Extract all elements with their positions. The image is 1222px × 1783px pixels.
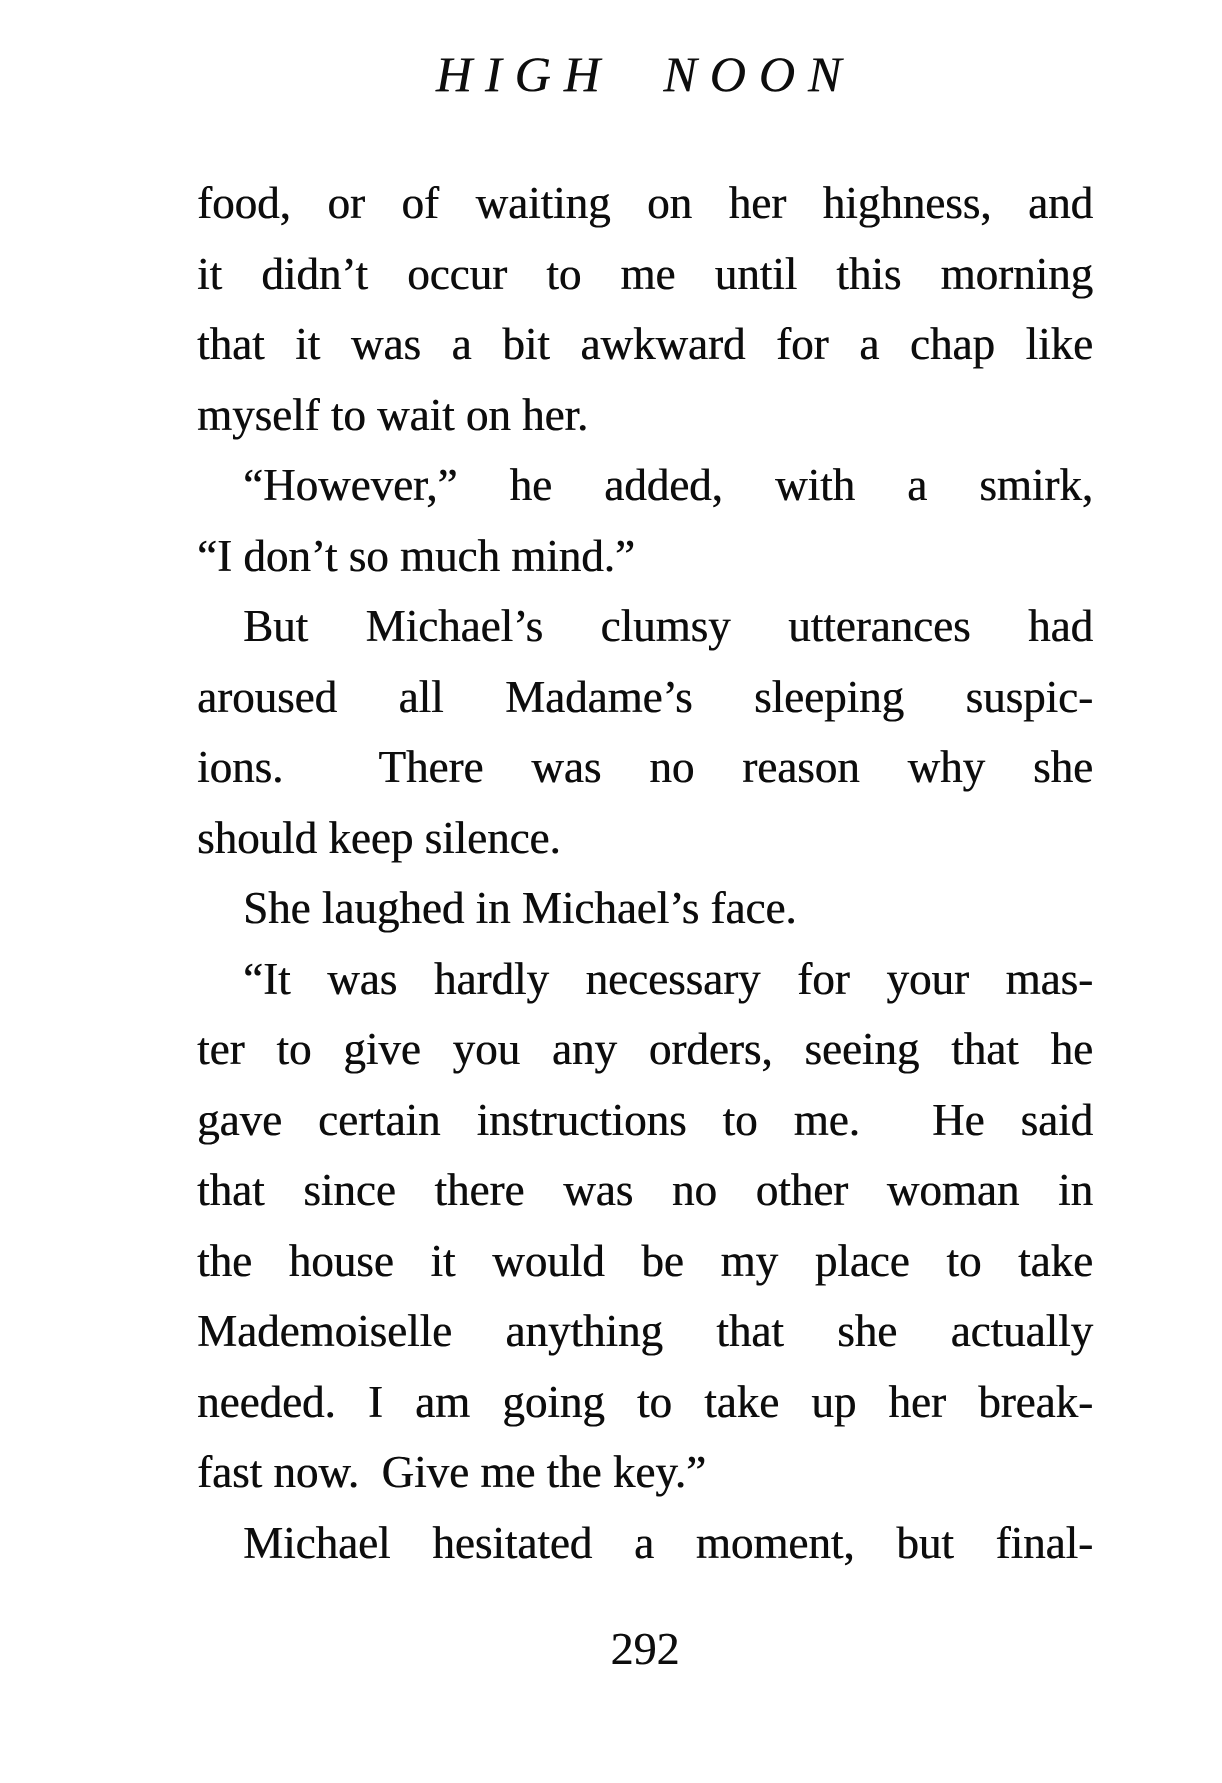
text-line: that since there was no other woman in (197, 1165, 1093, 1215)
text-line: aroused all Madame’s sleeping suspic- (197, 671, 1093, 722)
text-line: ions. There was no reason why she (197, 742, 1093, 792)
text-line: that it was a bit awkward for a chap like (197, 319, 1093, 369)
text-line: “It was hardly necessary for your mas- (243, 953, 1093, 1004)
text-line: Michael hesitated a moment, but final- (243, 1517, 1093, 1568)
page-number: 292 (610, 1623, 680, 1674)
running-header-title: HIGH NOON (435, 46, 855, 102)
text-line: gave certain instructions to me. He said (197, 1094, 1093, 1145)
text-line: But Michael’s clumsy utterances had (243, 601, 1093, 651)
text-line: Mademoiselle anything that she actually (197, 1306, 1093, 1356)
text-line: needed. I am going to take up her break- (197, 1376, 1093, 1427)
text-line: ter to give you any orders, seeing that he (197, 1024, 1093, 1074)
text-line: should keep silence. (197, 812, 561, 863)
text-line: “I don’t so much mind.” (197, 530, 635, 581)
page-body (197, 168, 1093, 1578)
text-line: fast now. Give me the key.” (197, 1447, 706, 1497)
text-line: “However,” he added, with a smirk, (243, 460, 1093, 510)
text-line: She laughed in Michael’s face. (243, 883, 797, 933)
text-line: myself to wait on her. (197, 389, 589, 440)
text-line: food, or of waiting on her highness, and (197, 178, 1093, 228)
text-line: it didn’t occur to me until this morning (197, 248, 1093, 299)
text-line: the house it would be my place to take (197, 1235, 1093, 1286)
